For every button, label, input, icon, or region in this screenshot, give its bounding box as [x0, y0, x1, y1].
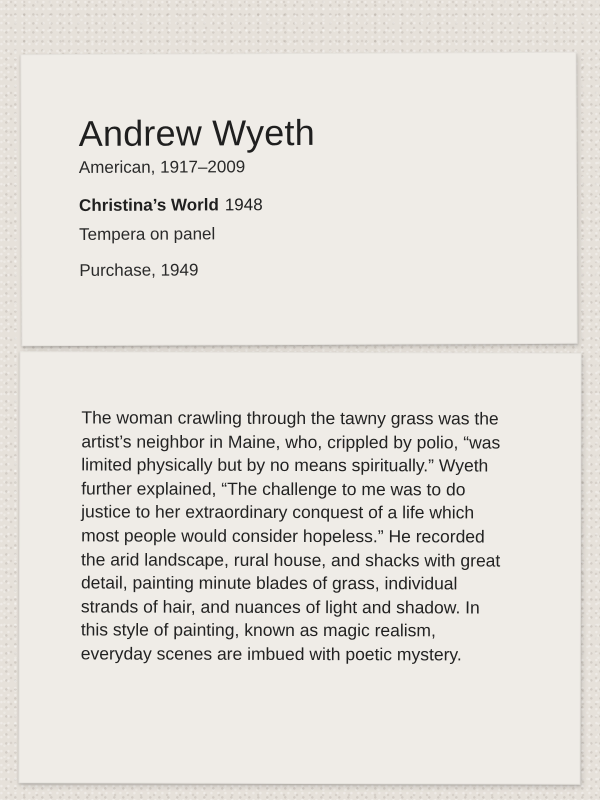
artist-nationality-dates: American, 1917–2009	[78, 157, 246, 177]
description-label-card	[18, 351, 581, 784]
title-label-card	[20, 52, 577, 346]
description-line: The woman crawling through the tawny grass was the	[81, 407, 499, 429]
credit-line: Purchase, 1949	[79, 260, 199, 280]
artist-name: Andrew Wyeth	[78, 111, 315, 154]
description-line: the arid landscape, rural house, and shacks with great	[80, 548, 501, 571]
description-line: strands of hair, and nuances of light and shadow. In	[80, 596, 480, 618]
description-line: detail, painting minute blades of grass, individual	[80, 572, 458, 594]
description-line: justice to her extraordinary conquest of a life which	[81, 501, 475, 523]
artwork-medium: Tempera on panel	[79, 224, 216, 244]
description-line: further explained, “The challenge to me was to do	[81, 478, 466, 500]
description-line: everyday scenes are imbued with poetic mystery.	[80, 643, 462, 665]
description-line: artist’s neighbor in Maine, who, crippled by polio, “was	[81, 431, 501, 453]
description-line: most people would consider hopeless.” He recorded	[81, 525, 485, 547]
description-line: limited physically but by no means spiritually.” Wyeth	[81, 454, 489, 476]
artwork-year: 1948	[224, 195, 263, 215]
artwork-title-line	[79, 195, 263, 216]
description-line: this style of painting, known as magic realism,	[80, 619, 436, 641]
description-text	[81, 406, 552, 667]
artwork-title: Christina’s World	[78, 195, 219, 215]
